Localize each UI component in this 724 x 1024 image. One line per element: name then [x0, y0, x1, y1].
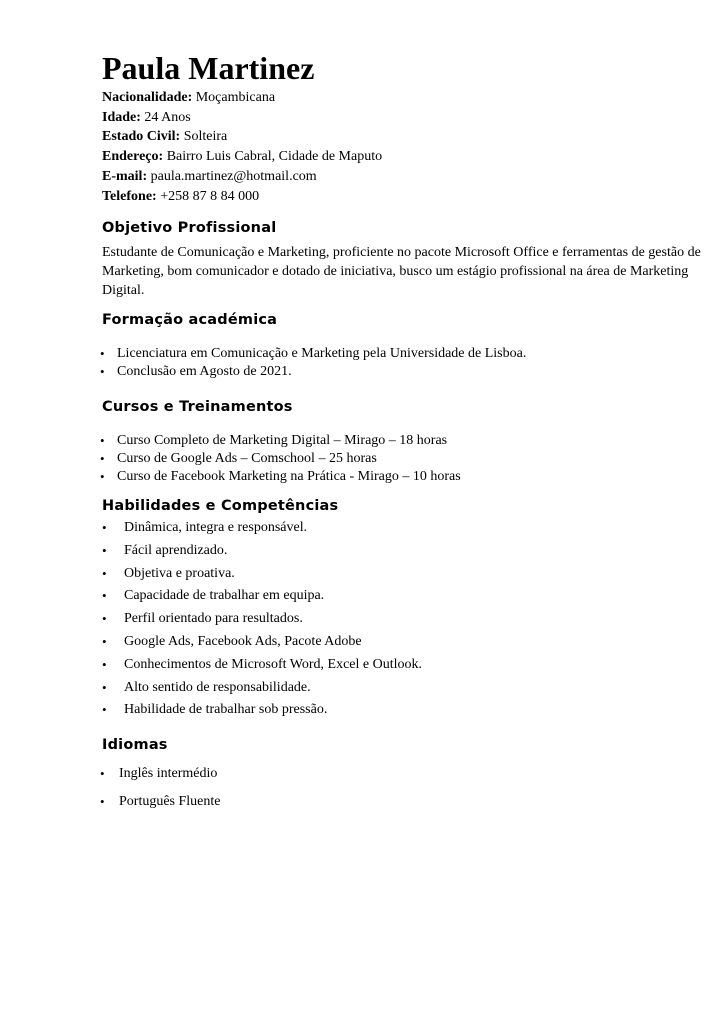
list-item-text: Curso Completo de Marketing Digital – Mirago – 18 horas — [117, 433, 448, 448]
list-item-text: Inglês intermédio — [119, 766, 218, 781]
bullet-icon: • — [102, 565, 107, 581]
info-value: paula.martinez@hotmail.com — [147, 168, 317, 184]
list-item-text: Google Ads, Facebook Ads, Pacote Adobe — [124, 633, 362, 649]
bullet-icon: • — [102, 679, 107, 695]
info-label: Endereço: — [102, 149, 164, 165]
list-item — [100, 432, 461, 450]
candidate-name: Paula Martinez — [102, 50, 315, 86]
list-item-text: Fácil aprendizado. — [124, 542, 228, 558]
list-item-text: Perfil orientado para resultados. — [124, 611, 303, 627]
bullet-icon: • — [102, 588, 107, 604]
courses-list — [100, 432, 461, 486]
section-title-skills: Habilidades e Competências — [102, 498, 339, 514]
list-item-text: Licenciatura em Comunicação e Marketing pela Universidade de Lisboa. — [117, 346, 527, 361]
list-item-text: Curso de Facebook Marketing na Prática - Mirago – 10 horas — [117, 469, 461, 484]
info-label: Idade: — [102, 109, 141, 125]
info-label: Telefone: — [102, 188, 157, 204]
list-item — [102, 608, 422, 631]
list-item-text: Capacidade de trabalhar em equipa. — [124, 588, 325, 604]
bullet-icon: • — [100, 451, 105, 466]
info-value: Solteira — [180, 129, 228, 145]
objective-text: Estudante de Comunicação e Marketing, proficiente no pacote Microsoft Office e ferramentas de gestão de Marketing, bom comunicador e dotado de iniciativa, busco um estágio profissional na área de Marketing Digital. — [102, 245, 701, 298]
list-item — [100, 760, 221, 788]
info-nationality — [102, 88, 382, 108]
bullet-icon: • — [100, 766, 105, 781]
info-address — [102, 147, 382, 167]
skills-list — [102, 517, 422, 722]
info-label: E-mail: — [102, 168, 148, 184]
list-item — [102, 585, 422, 608]
info-value: Bairro Luis Cabral, Cidade de Maputo — [163, 149, 383, 165]
bullet-icon: • — [102, 611, 107, 627]
info-label: Nacionalidade: — [102, 90, 193, 105]
bullet-icon: • — [100, 469, 105, 484]
list-item-text: Conclusão em Agosto de 2021. — [117, 364, 292, 379]
info-value: 24 Anos — [140, 109, 191, 125]
education-list — [100, 345, 527, 381]
bullet-icon: • — [100, 346, 105, 361]
bullet-icon: • — [100, 794, 105, 809]
info-label: Estado Civil: — [102, 129, 181, 145]
list-item-text: Português Fluente — [119, 794, 221, 809]
bullet-icon: • — [100, 364, 105, 379]
info-age — [102, 108, 382, 128]
list-item — [100, 345, 527, 363]
list-item — [102, 699, 422, 722]
list-item — [102, 540, 422, 563]
bullet-icon: • — [102, 702, 107, 718]
list-item-text: Habilidade de trabalhar sob pressão. — [124, 702, 328, 718]
personal-info — [102, 88, 382, 206]
bullet-icon: • — [100, 433, 105, 448]
section-title-education: Formação académica — [102, 312, 278, 328]
section-title-languages: Idiomas — [102, 737, 168, 753]
bullet-icon: • — [102, 542, 107, 558]
info-value: Moçambicana — [192, 90, 276, 105]
list-item-text: Alto sentido de responsabilidade. — [124, 679, 311, 695]
info-email — [102, 167, 382, 187]
languages-list — [100, 760, 221, 816]
list-item-text: Objetiva e proativa. — [124, 565, 235, 581]
section-title-objective: Objetivo Profissional — [102, 220, 277, 236]
list-item — [100, 468, 461, 486]
info-phone — [102, 187, 382, 207]
list-item-text: Curso de Google Ads – Comschool – 25 horas — [117, 451, 377, 466]
list-item — [102, 631, 422, 654]
info-marital-status — [102, 127, 382, 147]
list-item — [102, 563, 422, 586]
list-item — [100, 363, 526, 381]
list-item — [102, 677, 422, 700]
section-title-courses: Cursos e Treinamentos — [102, 399, 293, 415]
list-item-text: Conhecimentos de Microsoft Word, Excel e Outlook. — [124, 656, 422, 672]
bullet-icon: • — [102, 656, 107, 672]
list-item-text: Dinâmica, integra e responsável. — [124, 520, 308, 535]
bullet-icon: • — [102, 520, 107, 535]
info-value: +258 87 8 84 000 — [156, 188, 260, 204]
bullet-icon: • — [102, 633, 107, 649]
list-item — [102, 517, 422, 540]
list-item — [102, 654, 422, 677]
list-item — [100, 450, 461, 468]
list-item — [100, 788, 221, 816]
